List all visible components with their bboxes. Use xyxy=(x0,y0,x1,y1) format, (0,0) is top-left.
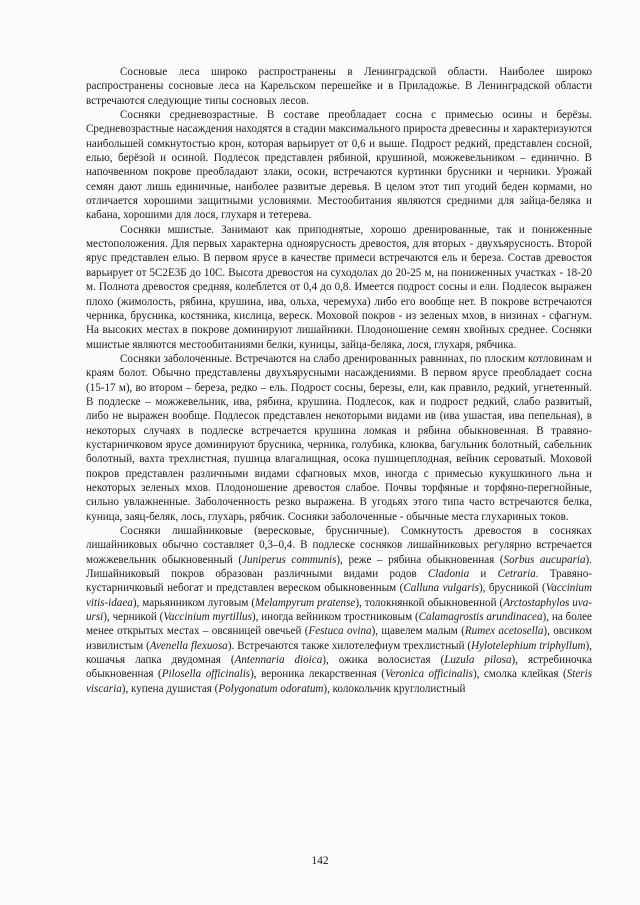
text-run: ), колокольчик круглолистный xyxy=(323,682,466,695)
text-run: ), кошачья лапка двудомная ( xyxy=(86,639,592,667)
text-run: Сосняки мшистые. Занимают как приподнятые, хорошо дренированные, так и пониженные местоположения. Для первых характерна одноярусность древостоя, для вторых - двухъярусность. Второй ярус представлен елью. В первом ярусе в качестве примеси встречаются ель и береза. Состав древостоя варьирует от 5С2Е3Б до 10С. Высота древостоя на суходолах до 20-25 м, на пониженных участках - 18-20 м. Полнота древостоя средняя, колеблется от 0,4 до 0,8. Имеется подрост сосны и ели. Подлесок выражен плохо (жимолость, рябина, крушина, ива, ольха, черемуха) либо его вообще нет. В покрове встречаются черника, брусника, костяника, кислица, вереск. Моховой покров - из зеленых мхов, в низинах - сфагнум. На высоких местах в покрове доминируют лишайники. Плодоношение семян хвойных среднее. Сосняки мшистые являются местообитаниями белки, куницы, зайца-беляка, лося, глухаря, рябчика. xyxy=(86,223,592,351)
latin-name: Calamagrostis arundinacea xyxy=(418,611,543,624)
body-text xyxy=(86,65,592,696)
text-run: Сосновые леса широко распространены в Ленинградской области. Наиболее широко распространены сосновые леса на Карельском перешейке и в Приладожье. В Ленинградской области встречаются следующие типы сосновых лесов. xyxy=(86,66,592,107)
paragraph xyxy=(86,352,592,524)
paragraph xyxy=(86,223,592,352)
latin-name: Festuca ovina xyxy=(308,625,372,638)
latin-name: Veronica officinalis xyxy=(385,668,473,681)
text-run: ), толокнянкой обыкновенной ( xyxy=(355,596,504,609)
latin-name: Cetraria xyxy=(497,568,536,581)
latin-name: Steris viscaria xyxy=(86,668,593,695)
text-run: Сосняки лишайниковые (вересковые, брусничные). Сомкнутость древостоя в сосняках лишайниковых обычно составляет 0,3–0,4. В подлеске сосняков лишайниковых регулярно встречается можжевельник обыкновенный ( xyxy=(86,525,592,566)
latin-name: Juniperus communis xyxy=(242,553,337,566)
text-run: ), реже – рябина обыкновенная ( xyxy=(336,553,504,566)
text-run: ), ожика волосистая ( xyxy=(322,654,445,667)
latin-name: Luzula pilosa xyxy=(444,654,512,667)
latin-name: Melampyrum pratense xyxy=(255,596,356,609)
latin-name: Vaccinium vitis-idaea xyxy=(86,582,592,609)
text-run: ), иногда вейником тростниковым ( xyxy=(251,611,419,624)
text-run: ), черникой ( xyxy=(103,611,164,624)
text-run: Сосняки средневозрастные. В составе преобладает сосна с примесью осины и берёзы. Средневозрастные насаждения находятся в стадии максимального прироста древесины и характеризуются наибольшей сомкнутостью крон, которая варьирует от 0,6 и выше. Подрост редкий, представлен сосной, елью, берёзой и осиной. Подлесок представлен рябиной, крушиной, можжевельником – единично. В напочвенном покрове преобладают злаки, осоки, встречаются куртинки брусники и черники. Урожай семян дают лишь единичные, наиболее развитые деревья. В целом этот тип угодий беден кормами, но отличается хорошими защитными условиями. Местообитания являются средними для зайца-беляка и кабана, хорошими для лося, глухаря и тетерева. xyxy=(86,109,592,222)
paragraph xyxy=(86,108,592,223)
text-run: ), вероника лекарственная ( xyxy=(250,668,385,681)
latin-name: Rumex acetosella xyxy=(464,625,544,638)
text-run: ), щавелем малым ( xyxy=(371,625,465,638)
paragraph xyxy=(86,524,592,696)
text-run: ), смолка клейкая ( xyxy=(472,668,567,681)
latin-name: Calluna vulgaris xyxy=(403,582,479,595)
latin-name: Avenella flexuosa xyxy=(149,639,228,652)
text-run: ). Встречаются также хилотелефиум трехлистный ( xyxy=(227,639,472,652)
latin-name: Hylotelephium triphyllum xyxy=(471,639,586,652)
latin-name: Cladonia xyxy=(427,568,470,581)
text-run: и xyxy=(469,568,498,581)
text-run: ), марьянником луговым ( xyxy=(132,596,256,609)
text-run: Сосняки заболоченные. Встречаются на слабо дренированных равнинах, по плоским котловинам и краям болот. Обычно представлены двухъярусными насаждениями. В первом ярусе преобладает сосна (15-17 м), во втором – береза, редко – ель. Подрост сосны, березы, ели, как правило, редкий, угнетенный. В подлеске – можжевельник, ива, рябина, крушина. Подлесок, как и подрост редкий, слабо развитый, либо не выражен вообще. Подлесок представлен некоторыми видами ив (ива ушастая, ива пепельная), в некоторых случаях в подлеске встречается крушина ломкая и рябина обыкновенная. В травяно-кустарничковом ярусе доминируют брусника, черника, голубика, клюква, багульник болотный, сабельник болотный, вахта трехлистная, пушица влагалищная, осока пушицеплодная, вейник сероватый. Моховой покров представлен различными видами сфагновых мхов, иногда с примесью кукушкиного льна и некоторых зеленых мхов. Плодоношение древостоя слабое. Почвы торфяные и торфяно-перегнойные, сильно увлажненные. Заболоченность резко выражена. В угодьях этого типа часто встречаются белка, куница, заяц-беляк, лось, глухарь, рябчик. Сосняки заболоченные - обычные места глухариных токов. xyxy=(86,352,592,523)
text-run: ). Лишайниковый покров образован различными видами родов xyxy=(86,553,593,581)
latin-name: Vaccinium myrtillus xyxy=(163,611,252,624)
text-run: ), купена душистая ( xyxy=(121,682,219,695)
text-run: . Травяно-кустарничковый небогат и представлен вереском обыкновенным ( xyxy=(86,568,592,595)
paragraph xyxy=(86,65,592,108)
latin-name: Polygonatum odoratum xyxy=(218,682,324,695)
latin-name: Antennaria dioica xyxy=(234,654,323,667)
text-run: ), на более менее открытых местах – овсяницей овечьей ( xyxy=(86,611,592,638)
page-number: 142 xyxy=(311,855,329,867)
latin-name: Sorbus aucuparia xyxy=(503,553,586,566)
latin-name: Arctostaphylos uva-ursi xyxy=(86,596,592,624)
text-run: ), ястребиночка обыкновенная ( xyxy=(86,654,592,681)
latin-name: Pilosella officinalis xyxy=(161,668,251,681)
text-run: ), овсиком извилистым ( xyxy=(86,625,592,652)
text-run: ), брусникой ( xyxy=(478,582,546,595)
